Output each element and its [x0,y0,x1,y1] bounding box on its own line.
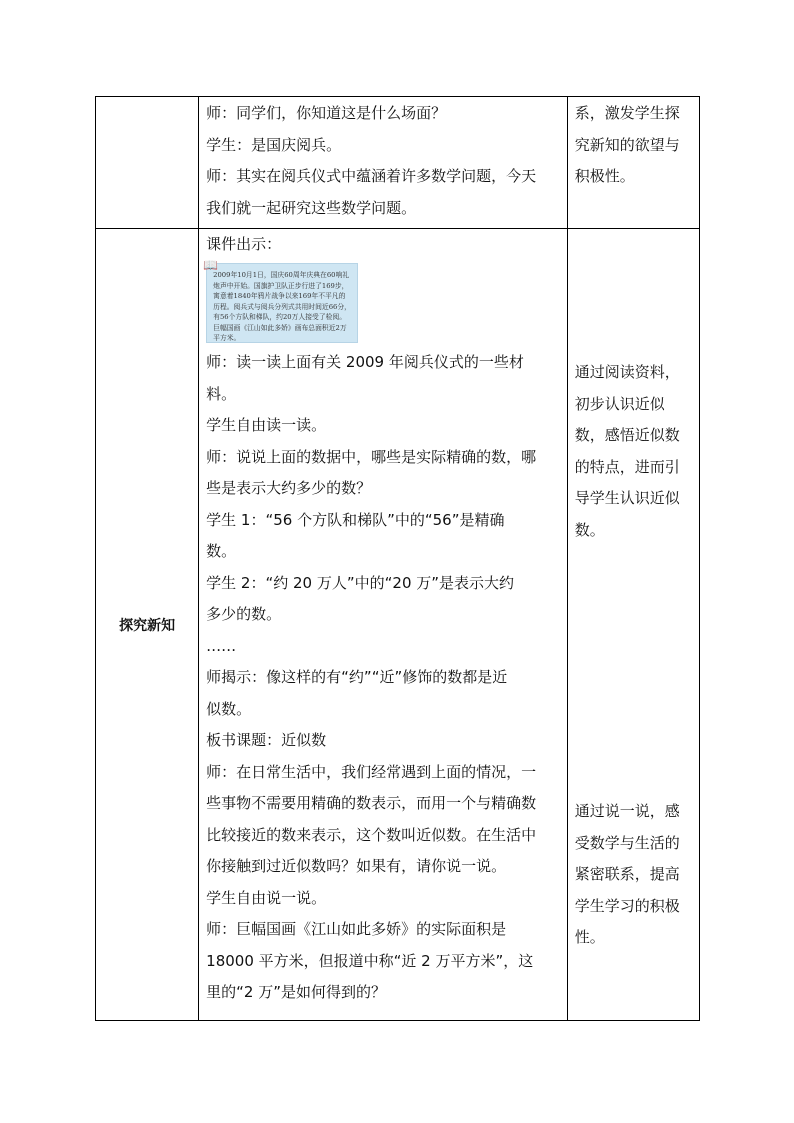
text-line: 师揭示：像这样的有“约”“近”修饰的数都是近 [206,668,508,686]
stage-cell [96,229,199,1021]
note-line: 数。 [574,520,605,539]
text-line: 你接触到过近似数吗？如果有，请你说一说。 [206,857,507,875]
process-cell [199,97,568,229]
text-line: 师：说说上面的数据中，哪些是实际精确的数，哪 [206,447,537,466]
note-line: 系，激发学生探 [574,104,680,122]
note-line: 初步认识近似 [574,394,665,413]
note-line: 学生学习的积极 [574,896,680,915]
note-line: 数，感悟近似数 [574,426,680,444]
text-line: 学生 2：“约 20 万人”中的“20 万”是表示大约 [206,573,515,592]
text-line: 些事物不需要用精确的数表示，而用一个与精确数 [206,794,537,812]
text-line: 数。 [206,542,237,560]
text-line: 课件出示： [206,235,282,253]
courseware-material-image [203,258,358,343]
intent-cell [567,229,699,1021]
text-line: 我们就一起研究这些数学问题。 [206,198,417,217]
process-cell [199,229,568,1021]
text-line: 师：同学们，你知道这是什么场面？ [206,104,447,122]
note-line: 的特点，进而引 [574,457,680,476]
table-row [96,229,700,1021]
intent-cell [567,97,699,229]
text-line: 学生 1：“56 个方队和梯队”中的“56”是精确 [206,510,505,529]
lesson-plan-table [95,96,700,1021]
text-line: …… [206,636,237,655]
text-line: 学生：是国庆阅兵。 [206,135,342,154]
note-line: 究新知的欲望与 [574,135,680,154]
material-text: 2009年10月1日，国庆60周年庆典在60响礼炮声中开始。国旗护卫队正步行进了169步，寓意着1840年鸦片战争以来169年不平凡的历程。阅兵式与阅兵分列式共用时间近66分，有56个方队和梯队，约20万人接受了检阅。巨幅国画《江山如此多娇》画布总面积近2万平方米。 [213,271,351,342]
note-line: 通过阅读资料， [574,363,680,381]
text-line: 学生自由读一读。 [206,416,327,434]
book-icon: 📖 [203,258,219,272]
text-line: 里的“2 万”是如何得到的？ [206,983,387,1001]
note-line: 性。 [574,928,605,946]
note-line: 紧密联系，提高 [574,865,680,883]
text-line: 些是表示大约多少的数？ [206,479,372,497]
table-row [96,97,700,229]
text-line: 师：巨幅国画《江山如此多娇》的实际面积是 [206,920,507,938]
text-line: 学生自由说一说。 [206,888,327,907]
note-line: 受数学与生活的 [574,833,680,852]
text-line: 多少的数。 [206,605,282,623]
text-line: 师：读一读上面有关 2009 年阅兵仪式的一些材 [206,353,524,371]
text-line: 比较接近的数来表示，这个数叫近似数。在生活中 [206,825,537,844]
note-line: 积极性。 [574,167,635,185]
text-line: 18000 平方米，但报道中称“近 2 万平方米”，这 [206,951,534,970]
note-line: 通过说一说，感 [574,802,680,820]
text-line: 料。 [206,384,237,403]
note-line: 导学生认识近似 [574,489,680,507]
stage-label: 探究新知 [119,617,176,634]
text-line: 师：在日常生活中，我们经常遇到上面的情况，一 [206,762,537,781]
text-line: 似数。 [206,699,252,718]
stage-cell [96,97,199,229]
text-line: 师：其实在阅兵仪式中蕴涵着许多数学问题，今天 [206,167,537,185]
text-line: 板书课题：近似数 [206,731,327,749]
